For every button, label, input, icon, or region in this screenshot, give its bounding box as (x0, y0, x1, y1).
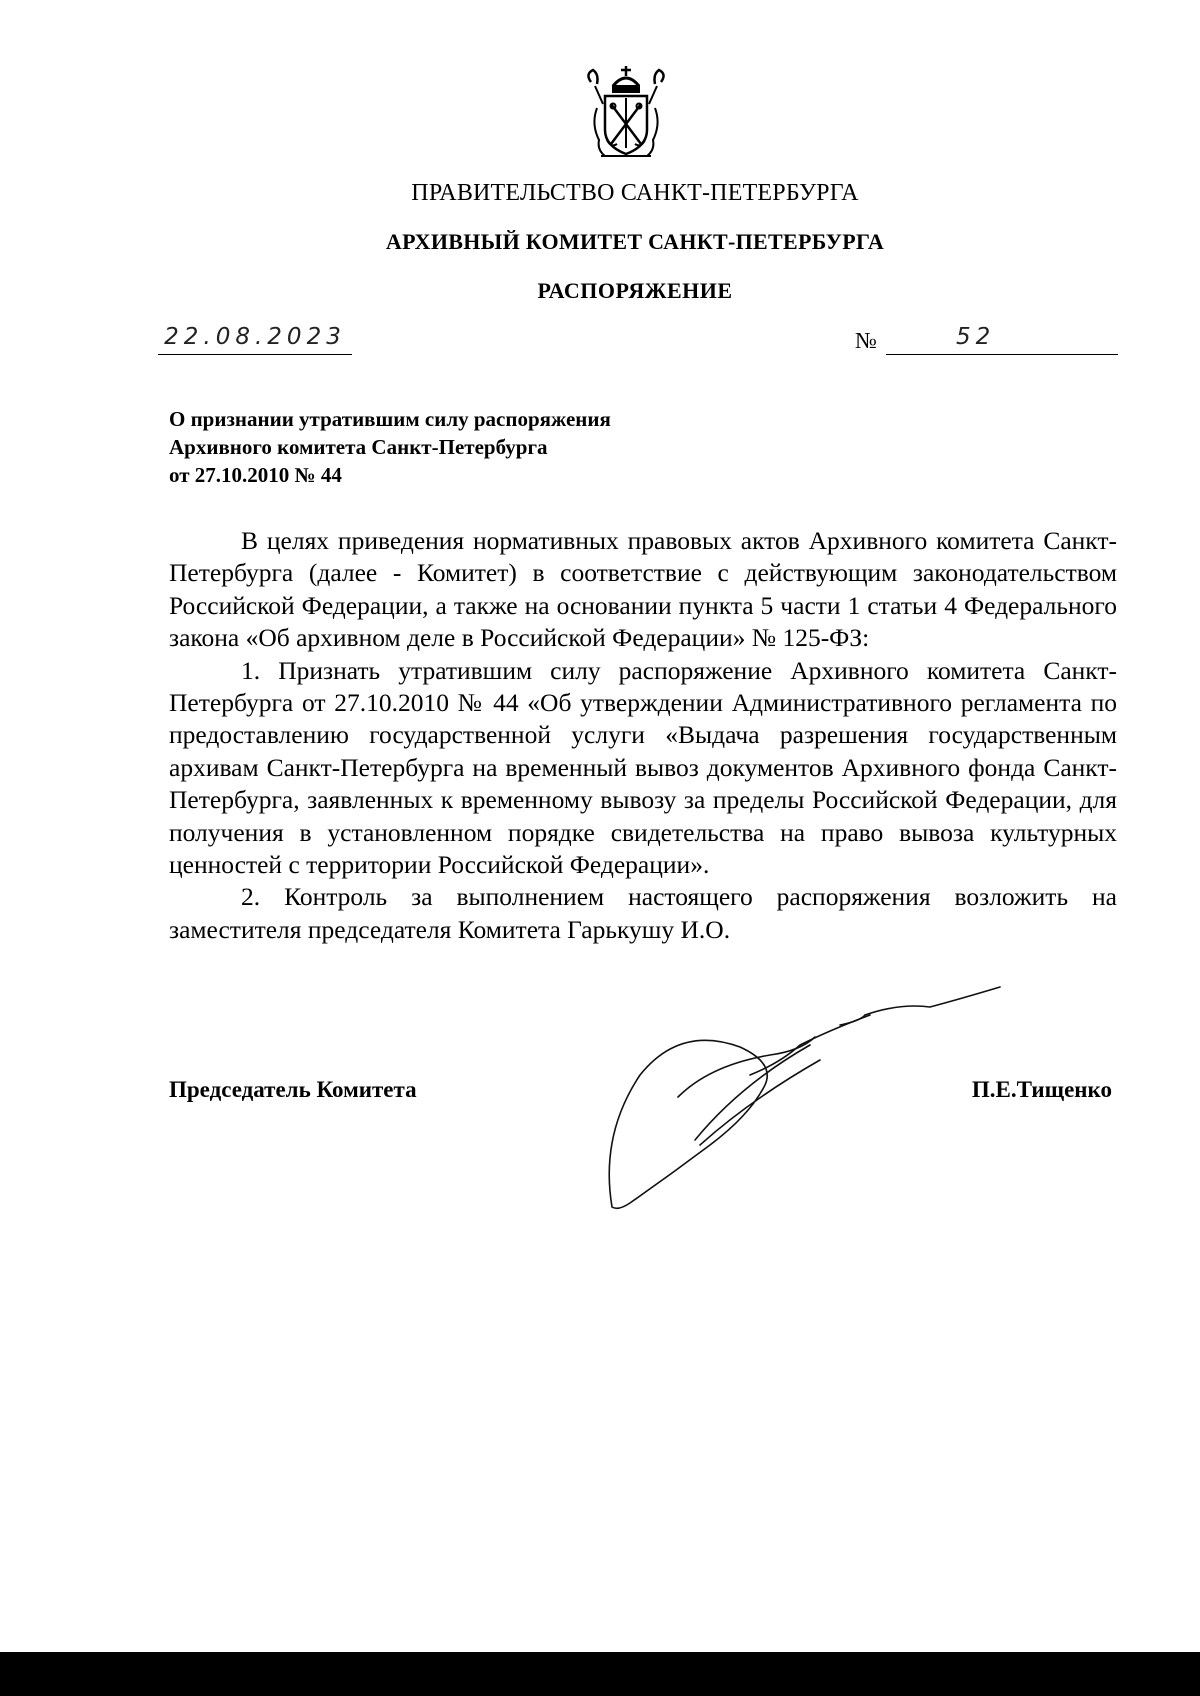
handwritten-signature (600, 985, 1020, 1215)
subject-line: от 27.10.2010 № 44 (169, 463, 342, 487)
document-date: 22.08.2023 (164, 324, 346, 350)
document-number-field (886, 324, 1118, 355)
document-body (169, 525, 1117, 946)
number-sign: № (855, 328, 877, 353)
spb-coat-of-arms-icon (583, 64, 669, 160)
subject-line: Архивного комитета Санкт-Петербурга (169, 435, 548, 459)
document-type-title: РАСПОРЯЖЕНИЕ (537, 278, 733, 303)
order-item-2: 2. Контроль за выполнением настоящего распоряжения возложить на заместителя председателя Комитета Гарькушу И.О. (169, 882, 1117, 944)
signatory-role: Председатель Комитета (169, 1077, 417, 1102)
document-number: 52 (956, 324, 996, 350)
document-subject (169, 405, 869, 489)
order-item-1: 1. Признать утратившим силу распоряжение Архивного комитета Санкт-Петербурга от 27.10.2010 № 44 «Об утверждении Административного регламента по предоставлению государственной услуги «Выдача разрешения государственным архивам Санкт-Петербурга на временный вывоз документов Архивного фонда Санкт-Петербурга, заявленных к временному вывозу за пределы Российской Федерации, для получения в установленном порядке свидетельства на право вывоза культурных ценностей с территории Российской Федерации». (169, 655, 1117, 880)
government-title: ПРАВИТЕЛЬСТВО САНКТ-ПЕТЕРБУРГА (411, 180, 859, 206)
committee-title: АРХИВНЫЙ КОМИТЕТ САНКТ-ПЕТЕРБУРГА (385, 229, 885, 254)
document-date-field (158, 324, 352, 355)
subject-line: О признании утратившим силу распоряжения (169, 407, 611, 431)
scan-bottom-border (0, 1652, 1200, 1696)
signatory-name: П.Е.Тищенко (971, 1077, 1112, 1102)
preamble-paragraph: В целях приведения нормативных правовых актов Архивного комитета Санкт-Петербурга (далее - Комитет) в соответствие с действующим законодательством Российской Федерации, а также на основании пункта 5 части 1 статьи 4 Федерального закона «Об архивном деле в Российской Федерации» № 125-ФЗ: (169, 526, 1117, 653)
